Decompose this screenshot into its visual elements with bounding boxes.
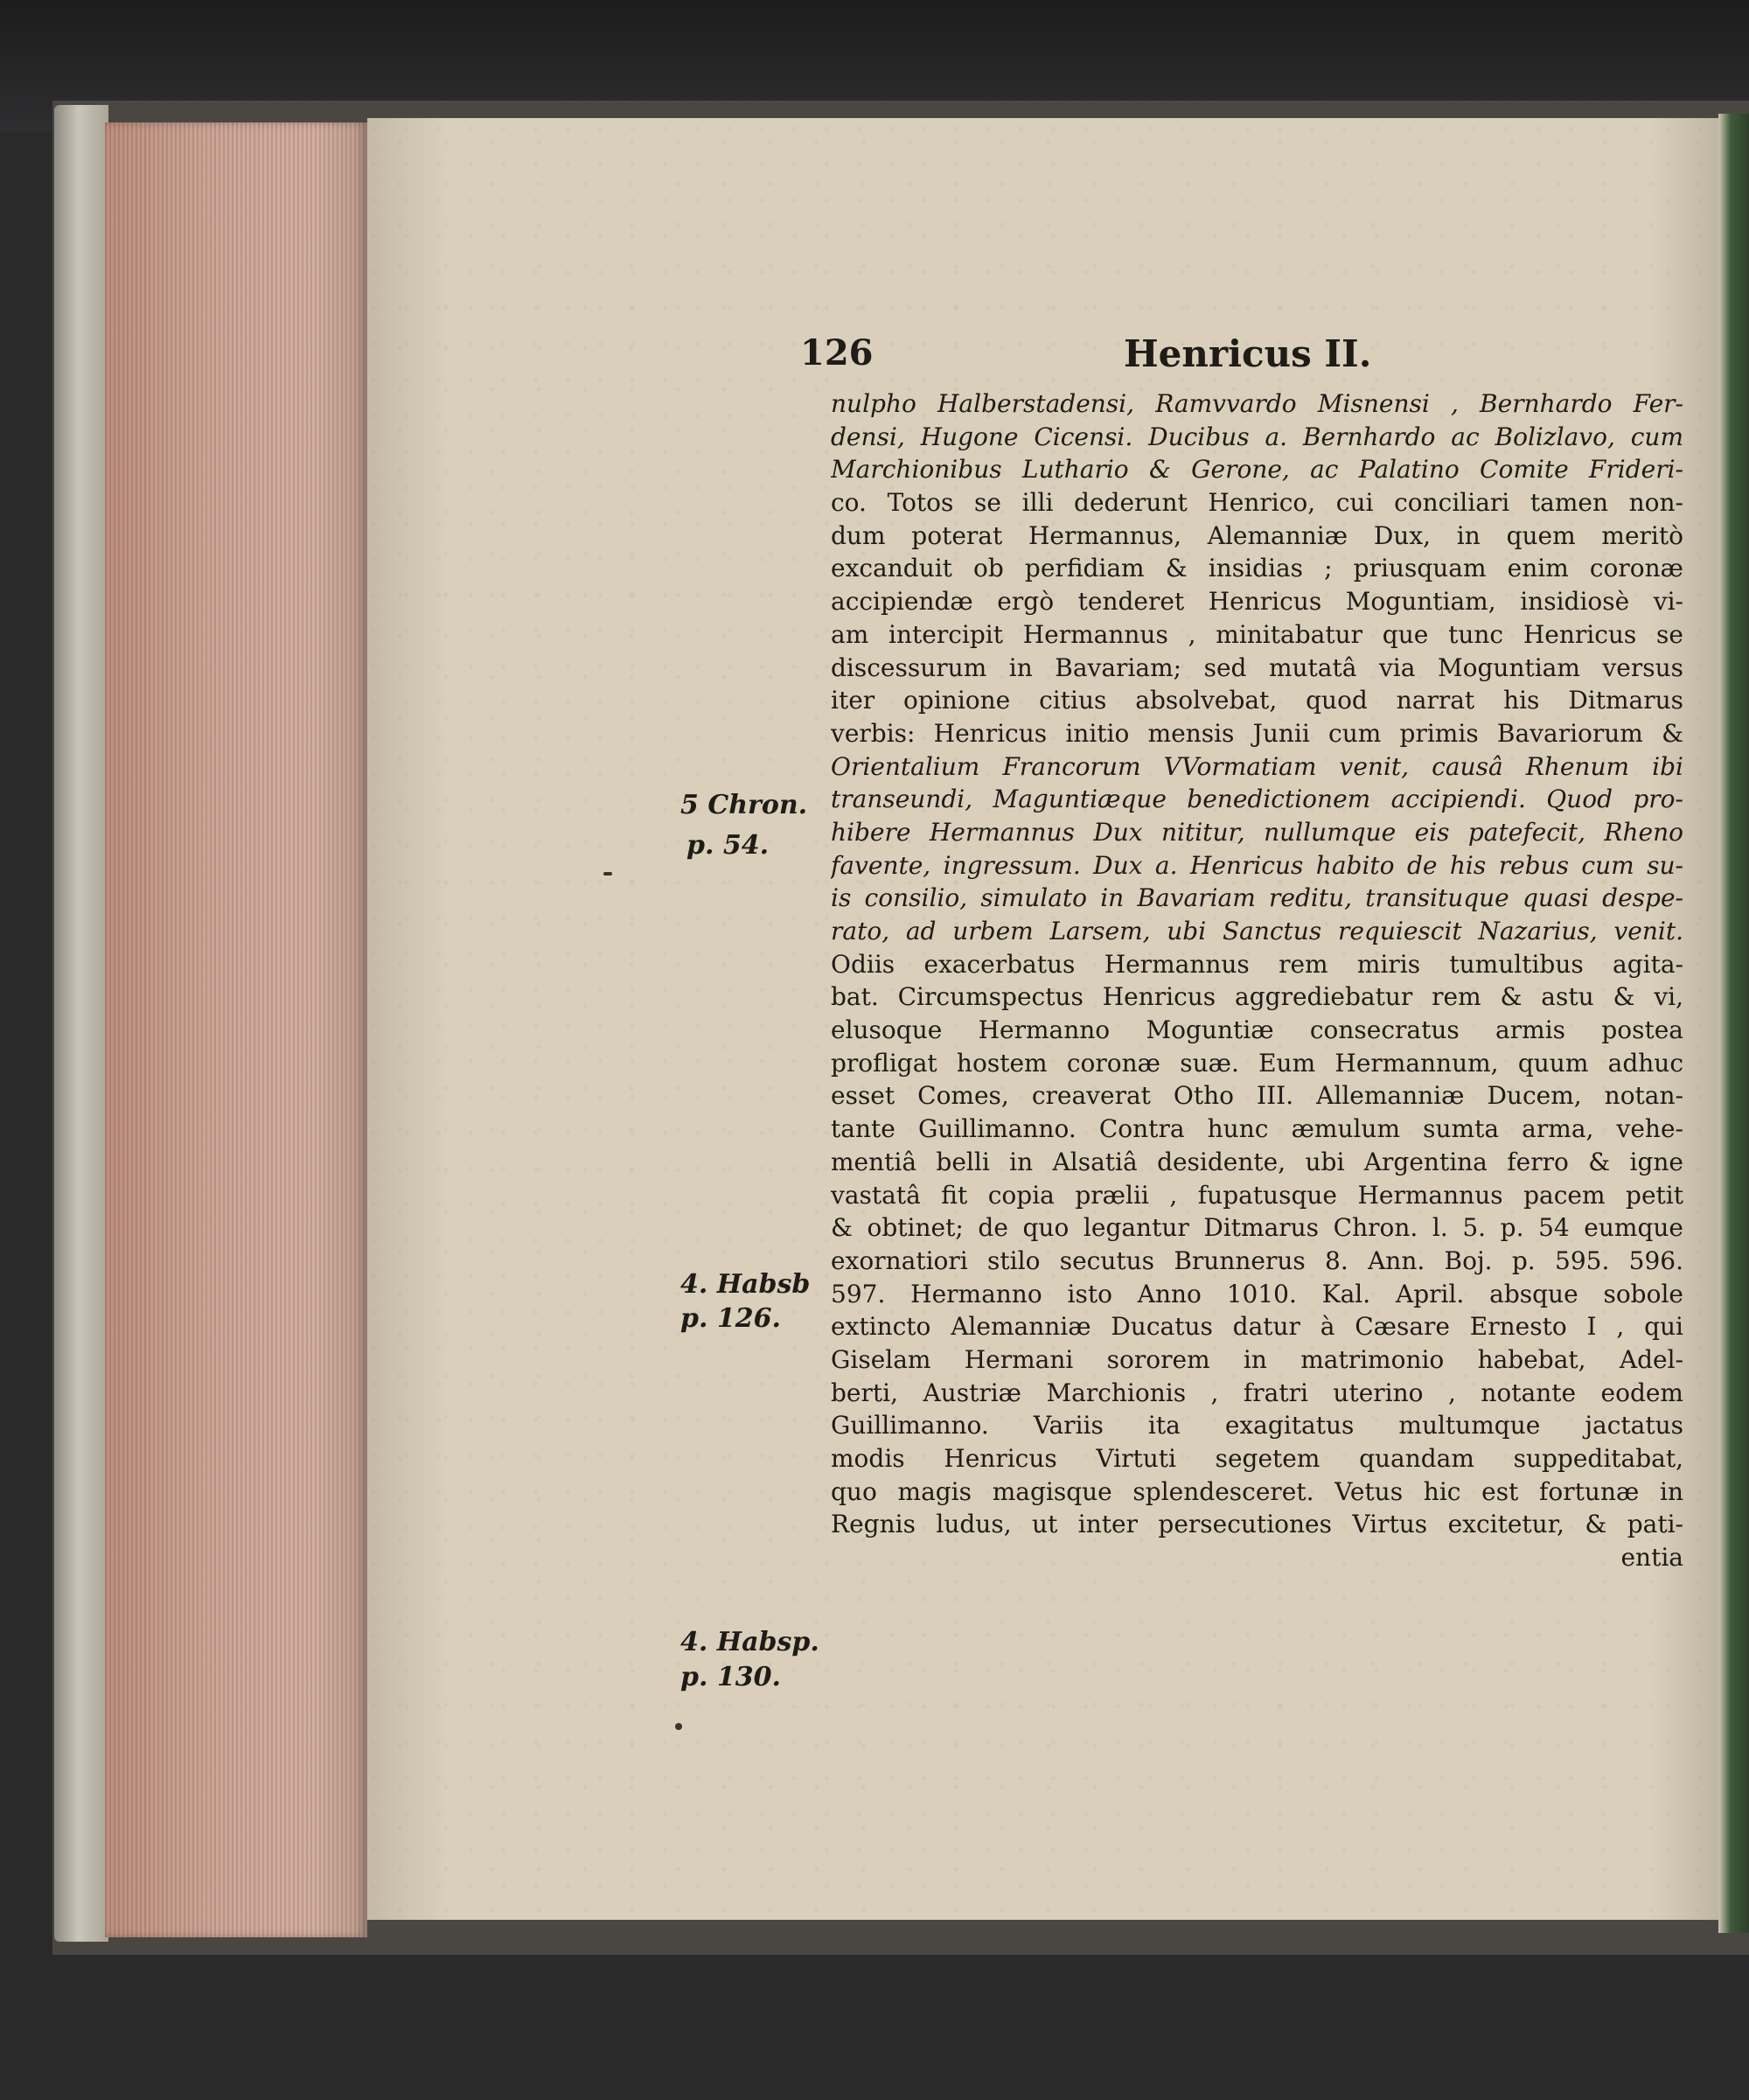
ink-mark [603,872,612,876]
text-line: densi, Hugone Cicensi. Ducibus a. Bernhardo ac Bolizlavo, cum [831,422,1683,451]
margin-note: 4. Habsb [680,1269,811,1300]
margin-note: p. 54. [686,830,770,861]
text-line: Guillimanno. Variis ita exagitatus multumque jactatus [831,1411,1683,1441]
text-line: rato, ad urbem Larsem, ubi Sanctus requiescit Nazarius, venit. [831,917,1683,945]
page-edges [105,122,367,1937]
text-line: tante Guillimanno. Contra hunc æmulum sumta arma, vehe- [831,1114,1683,1144]
facing-cover-strip [1718,114,1749,1933]
text-line: nulpho Halberstadensi, Ramvvardo Misnensi , Bernhardo Fer- [831,389,1683,418]
text-line: Orientalium Francorum VVormatiam venit, causâ Rhenum ibi [831,751,1683,781]
text-line: Regnis ludus, ut inter persecutiones Virtus excitetur, & pati- [831,1510,1683,1539]
text-line: mentiâ belli in Alsatiâ desidente, ubi Argentina ferro & igne [831,1147,1683,1176]
text-line: exornatiori stilo secutus Brunnerus 8. Ann. Boj. p. 595. 596. [831,1245,1683,1275]
text-line: co. Totos se illi dederunt Henrico, cui conciliari tamen non- [831,488,1683,518]
text-line: vastatâ fit copia prælii , fupatusque Hermannus pacem petit [831,1180,1683,1210]
page-number: 126 [800,332,874,373]
text-line: quo magis magisque splendesceret. Vetus hic est fortunæ in [831,1476,1683,1506]
ink-spot [675,1723,682,1730]
page-header [367,332,1718,385]
text-line: transeundi, Maguntiæque benedictionem accipiendi. Quod pro- [831,785,1683,814]
text-line: hibere Hermannus Dux nititur, nullumque eis patefecit, Rheno [831,817,1683,847]
text-line: Odiis exacerbatus Hermannus rem miris tumultibus agita- [831,949,1683,979]
text-line: elusoque Hermanno Moguntiæ consecratus armis postea [831,1015,1683,1045]
text-line: 597. Hermanno isto Anno 1010. Kal. April. absque sobole [831,1279,1683,1308]
book-page [367,118,1718,1920]
text-line: berti, Austriæ Marchionis , fratri uterino , notante eodem [831,1378,1683,1407]
text-line: Giselam Hermani sororem in matrimonio habebat, Adel- [831,1344,1683,1374]
text-line: am intercipit Hermannus , minitabatur que tunc Henricus se [831,619,1683,649]
margin-note: p. 130. [680,1662,781,1692]
text-line: favente, ingressum. Dux a. Henricus habito de his rebus cum su- [831,850,1683,880]
text-line: & obtinet; de quo legantur Ditmarus Chron. l. 5. p. 54 eumque [831,1213,1683,1243]
text-line: bat. Circumspectus Henricus aggrediebatur rem & astu & vi, [831,982,1683,1012]
text-line: verbis: Henricus initio mensis Junii cum primis Bavariorum & [831,718,1683,748]
text-line: dum poterat Hermannus, Alemanniæ Dux, in quem meritò [831,520,1683,550]
margin-note: 5 Chron. [680,790,808,820]
text-line: iter opinione citius absolvebat, quod narrat his Ditmarus [831,686,1683,715]
text-line: is consilio, simulato in Bavariam reditu, transituque quasi despe- [831,883,1683,913]
text-line: excanduit ob perfidiam & insidias ; priusquam enim coronæ [831,554,1683,583]
running-head: Henricus II. [1124,332,1372,375]
margin-note: 4. Habsp. [680,1627,819,1657]
text-line: accipiendæ ergò tenderet Henricus Moguntiam, insidiosè vi- [831,587,1683,617]
text-line: discessurum in Bavariam; sed mutatâ via Moguntiam versus [831,652,1683,682]
margin-note: p. 126. [680,1303,781,1334]
book-cover-edge [54,105,108,1942]
text-line: modis Henricus Virtuti segetem quandam suppeditabat, [831,1444,1683,1473]
text-line: extincto Alemanniæ Ducatus datur à Cæsare Ernesto I , qui [831,1312,1683,1342]
text-line: Marchionibus Luthario & Gerone, ac Palatino Comite Frideri- [831,455,1683,485]
text-body [831,387,1683,1574]
catchword: entia [1620,1543,1683,1573]
text-line: profligat hostem coronæ suæ. Eum Hermannum, quum adhuc [831,1048,1683,1078]
text-line: esset Comes, creaverat Otho III. Allemanniæ Ducem, notan- [831,1081,1683,1111]
